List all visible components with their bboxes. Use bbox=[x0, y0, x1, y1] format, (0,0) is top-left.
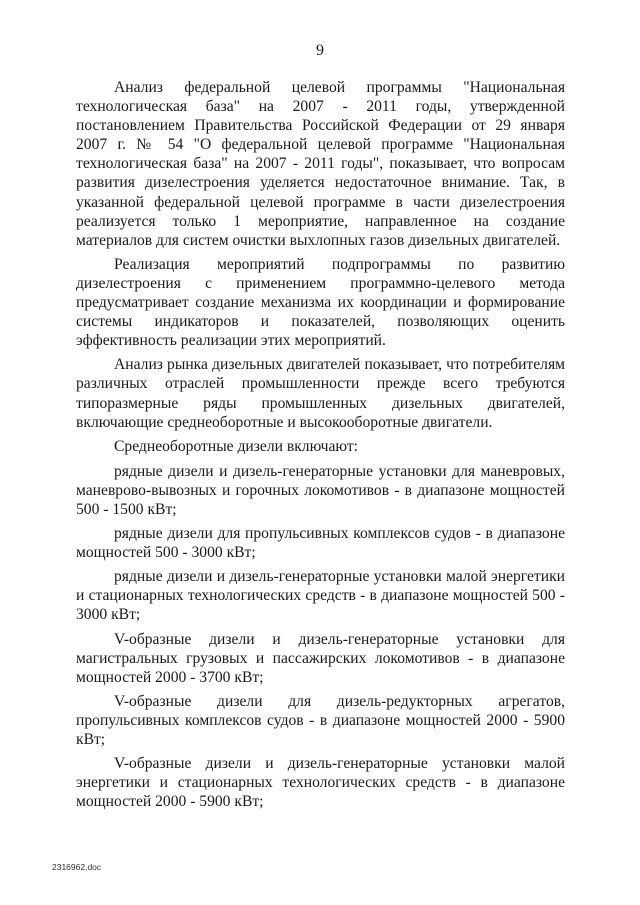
list-item: рядные дизели и дизель-генераторные установки малой энергетики и стационарных технологических средств - в диапазоне мощностей 500 - 3000 кВт; bbox=[76, 568, 565, 624]
list-item: рядные дизели для пропульсивных комплексов судов - в диапазоне мощностей 500 - 3000 кВт; bbox=[76, 525, 565, 562]
paragraph: Анализ федеральной целевой программы "Национальная технологическая база" на 2007 - 2011 годы, утвержденной постановлением Правительства Российской Федерации от 29 января 2007 г. № 54 "О федеральной целевой программе "Национальная технологическая база" на 2007 - 2011 годы", показывает, что вопросам развития дизелестроения уделяется недостаточное внимание. Так, в указанной федеральной целевой программе в части дизелестроения реализуется только 1 мероприятие, направленное на создание материалов для систем очистки выхлопных газов дизельных двигателей. bbox=[76, 79, 565, 249]
list-item: V-образные дизели и дизель-генераторные установки малой энергетики и стационарных технологических средств - в диапазоне мощностей 2000 - 5900 кВт; bbox=[76, 755, 565, 811]
list-item: V-образные дизели для дизель-редукторных агрегатов, пропульсивных комплексов судов - в диапазоне мощностей 2000 - 5900 кВт; bbox=[76, 692, 565, 748]
paragraph: Реализация мероприятий подпрограммы по развитию дизелестроения с применением программно-целевого метода предусматривает создание механизма их координации и формирование системы индикаторов и показателей, позволяющих оценить эффективность реализации этих мероприятий. bbox=[76, 255, 565, 350]
list-item: рядные дизели и дизель-генераторные установки для маневровых, маневрово-вывозных и горочных локомотивов - в диапазоне мощностей 500 - 1500 кВт; bbox=[76, 462, 565, 518]
paragraph: Среднеоборотные дизели включают: bbox=[114, 437, 359, 455]
footer-filename: 2316962.doc bbox=[52, 862, 102, 872]
document-body bbox=[76, 78, 565, 816]
list-item: V-образные дизели и дизель-генераторные установки для магистральных грузовых и пассажирских локомотивов - в диапазоне мощностей 2000 - 3700 кВт; bbox=[76, 630, 565, 686]
paragraph: Анализ рынка дизельных двигателей показывает, что потребителям различных отраслей промышленности прежде всего требуются типоразмерные ряды промышленных дизельных двигателей, включающие среднеоборотные и высокооборотные двигатели. bbox=[76, 356, 565, 431]
page-number: 9 bbox=[316, 42, 324, 59]
